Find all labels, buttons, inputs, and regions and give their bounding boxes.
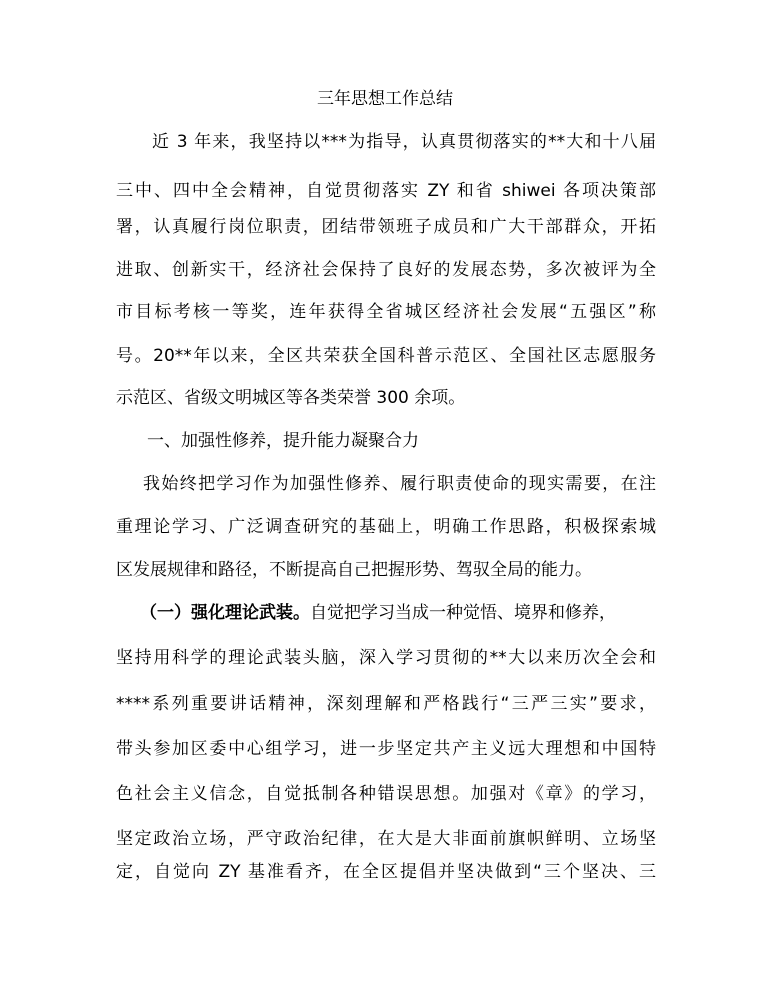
paragraph-line: 署，认真履行岗位职责，团结带领班子成员和广大干部群众，开拓 <box>116 217 656 237</box>
paragraph-line: 三中、四中全会精神，自觉贯彻落实 ZY 和省 shiwei 各项决策部 <box>116 181 656 201</box>
section-heading: 一、加强性修养，提升能力凝聚合力 <box>147 431 419 451</box>
paragraph-line: 色社会主义信念，自觉抵制各种错误思想。加强对《章》的学习， <box>116 784 656 804</box>
paragraph-line: 我始终把学习作为加强性修养、履行职责使命的现实需要，在注 <box>143 474 656 494</box>
paragraph-line: 近 3 年来，我坚持以***为指导，认真贯彻落实的**大和十八届 <box>152 132 656 152</box>
paragraph-line: ****系列重要讲话精神，深刻理解和严格践行“三严三实”要求， <box>116 694 656 714</box>
paragraph-line: 区发展规律和路径，不断提高自己把握形势、驾驭全局的能力。 <box>116 560 592 580</box>
paragraph-line: 示范区、省级文明城区等各类荣誉 300 余项。 <box>116 388 466 408</box>
subsection-first-text: 自觉把学习当成一种觉悟、境界和修养， <box>310 603 616 623</box>
paragraph-line: 坚定政治立场，严守政治纪律，在大是大非面前旗帜鲜明、立场坚 <box>116 829 656 849</box>
subsection-heading: （一）强化理论武装。 <box>140 603 310 623</box>
paragraph-line: 市目标考核一等奖，连年获得全省城区经济社会发展“五强区”称 <box>116 302 656 322</box>
paragraph-line: 定，自觉向 ZY 基准看齐，在全区提倡并坚决做到“三个坚决、三 <box>116 862 656 882</box>
subsection-first-line <box>140 600 656 626</box>
paragraph-line: 带头参加区委中心组学习，进一步坚定共产主义远大理想和中国特 <box>116 739 656 759</box>
paragraph-line: 重理论学习、广泛调查研究的基础上，明确工作思路，积极探索城 <box>116 517 656 537</box>
document-title: 三年思想工作总结 <box>317 89 453 109</box>
paragraph-line: 进取、创新实干，经济社会保持了良好的发展态势，多次被评为全 <box>116 260 656 280</box>
paragraph-line: 号。20**年以来，全区共荣获全国科普示范区、全国社区志愿服务 <box>116 346 656 366</box>
paragraph-line: 坚持用科学的理论武装头脑，深入学习贯彻的**大以来历次全会和 <box>116 648 656 668</box>
